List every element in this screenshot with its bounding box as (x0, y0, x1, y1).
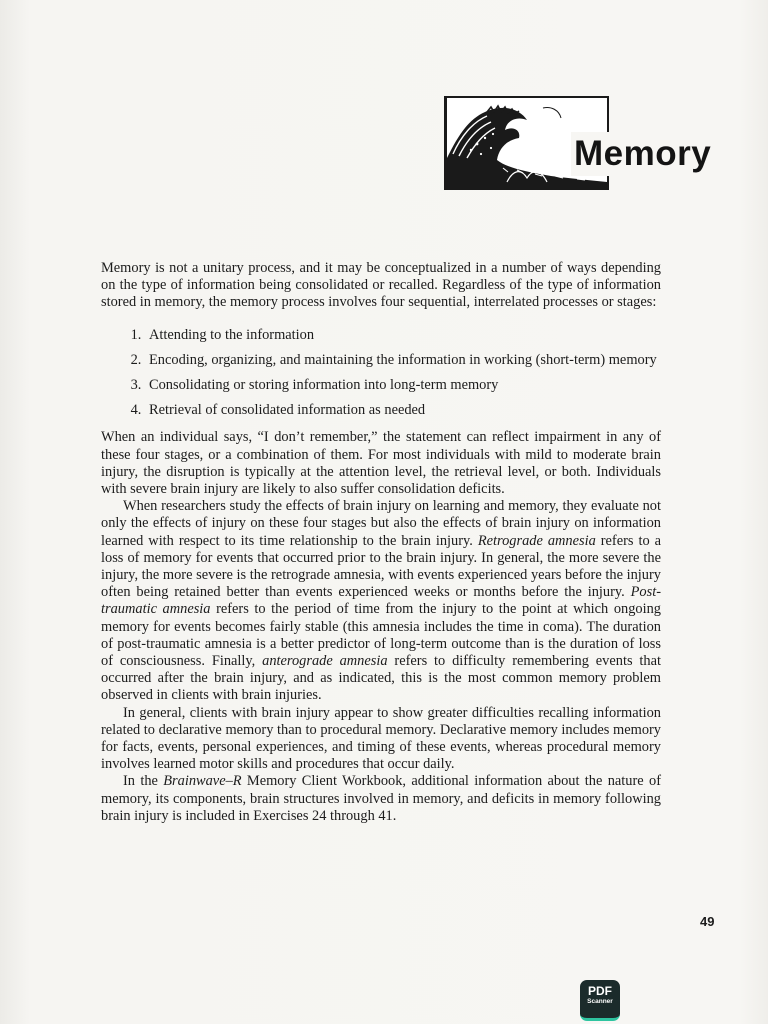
workbook-title: Brainwave–R (163, 773, 242, 790)
text-run: refers to the period of time from the injury to the point at which ongoing memory for events becomes fairly stable (this amnesia includes the time in coma). The duration of post-traumatic amnesia is a better predictor of long-term outcome than is the duration of loss of consciousness. Finally, (101, 601, 661, 670)
list-item: 2. Encoding, organizing, and maintaining the information in working (short-term) memory (145, 352, 661, 369)
body-text (101, 260, 661, 825)
term-post-traumatic-amnesia: Post-traumatic amnesia (101, 584, 661, 618)
chapter-title: Memory (571, 132, 715, 176)
list-item: 4. Retrieval of consolidated information as needed (145, 402, 661, 419)
page-number: 49 (700, 914, 715, 929)
paragraph-remember: When an individual says, “I don’t remember,” the statement can reflect impairment in any of these four stages, or a combination of them. For most individuals with mild to moderate brain injury, the disruption is typically at the attention level, the retrieval level, or both. Individuals with severe brain injury are likely to also suffer consolidation deficits. (101, 429, 661, 498)
list-item: 1. Attending to the information (145, 327, 661, 344)
term-anterograde-amnesia: anterograde amnesia (262, 653, 388, 670)
stages-list (101, 327, 661, 420)
badge-sublabel: Scanner (587, 998, 613, 1005)
text-run: refers to a loss of memory for events that occurred prior to the brain injury. In general, the more severe the injury, the more severe is the retrograde amnesia, with events experienced years before the injury often being retained better than events experienced weeks or months before the injury. (101, 532, 661, 601)
text-run: refers to difficulty remembering events that occurred after the brain injury, and as indicated, this is the most common memory problem observed in clients with brain injuries. (101, 653, 661, 704)
chapter-header (444, 96, 734, 192)
list-item: 3. Consolidating or storing information into long-term memory (145, 377, 661, 394)
intro-paragraph: Memory is not a unitary process, and it may be conceptualized in a number of ways depending on the type of information being consolidated or recalled. Regardless of the type of information stored in memory, the memory process involves four sequential, interrelated processes or stages: (101, 260, 661, 311)
text-run: Memory Client Workbook, additional information about the nature of memory, its components, brain structures involved in memory, and deficits in memory following brain injury is included in Exercises 24 through 41. (101, 773, 661, 824)
paragraph-amnesia (101, 498, 661, 704)
text-run: When researchers study the effects of brain injury on learning and memory, they evaluate not only the effects of injury on these four stages but also the effects of brain injury on information learned with respect to its time relationship to the brain injury. (101, 498, 661, 549)
pdf-scanner-badge[interactable] (580, 980, 620, 1021)
paragraph-declarative: In general, clients with brain injury appear to show greater difficulties recalling information related to declarative memory than to procedural memory. Declarative memory includes memory for facts, events, personal experiences, and timing of these events, whereas procedural memory involves learned motor skills and procedures that occur daily. (101, 704, 661, 773)
badge-label: PDF (588, 984, 612, 998)
paragraph-workbook (101, 773, 661, 825)
term-retrograde-amnesia: Retrograde amnesia (477, 532, 596, 549)
text-run: In the (123, 773, 164, 790)
